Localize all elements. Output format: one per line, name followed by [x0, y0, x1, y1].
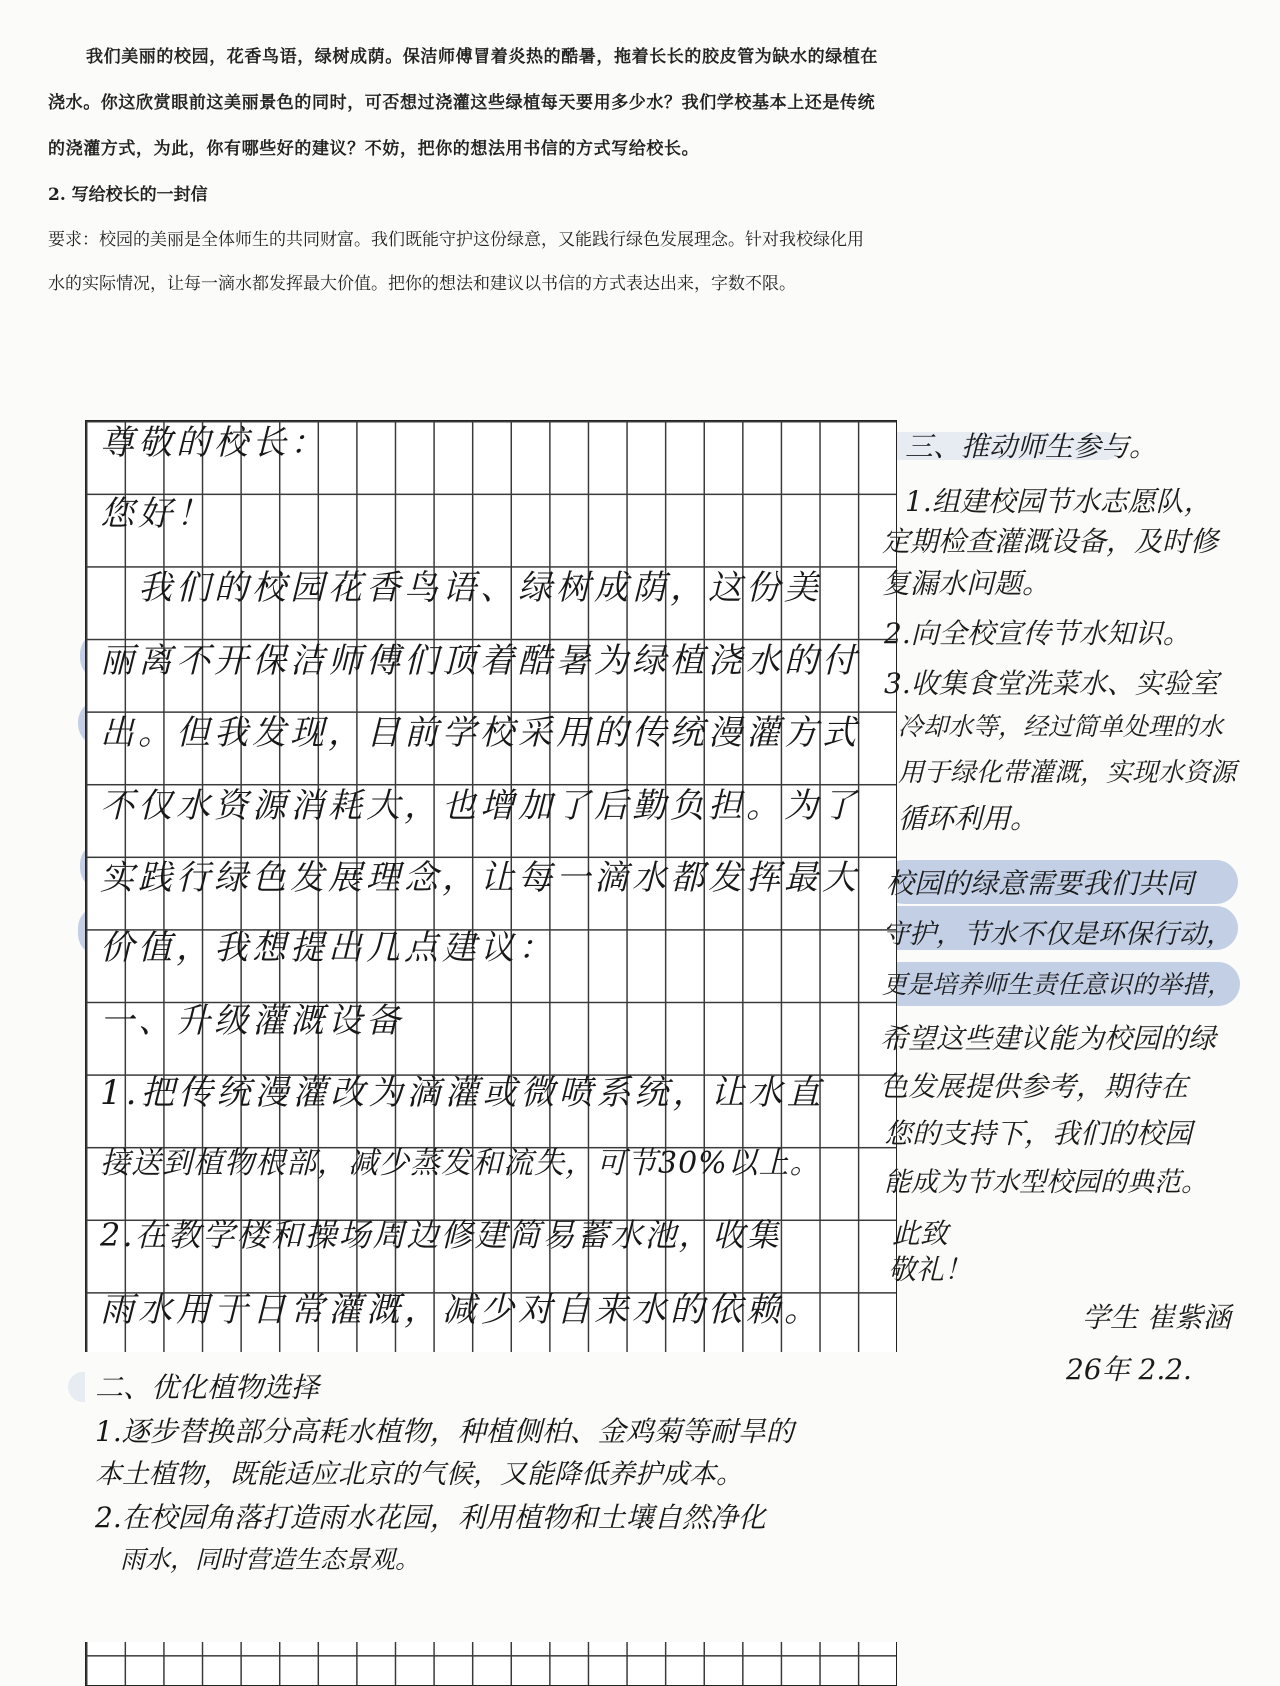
side-line: 能成为节水型校园的典范。 — [884, 1167, 1208, 1198]
grid-line: 不仅水资源消耗大，也增加了后勤负担。为了 — [100, 786, 860, 826]
grid-line: 您好！ — [100, 494, 214, 534]
grid-line: 丽离不开保洁师傅们顶着酷暑为绿植浇水的付 — [100, 641, 860, 681]
side-line: 色发展提供参考，期待在 — [880, 1070, 1189, 1103]
side-line: 希望这些建议能为校园的绿 — [880, 1022, 1217, 1055]
bottom-line: 本土植物，既能适应北京的气候，又能降低养护成本。 — [95, 1459, 743, 1490]
bottom-line: 雨水，同时营造生态景观。 — [120, 1545, 421, 1574]
side-line: 1.组建校园节水志愿队， — [905, 485, 1212, 518]
grid-line: 出。但我发现，目前学校采用的传统漫灌方式 — [100, 713, 860, 753]
grid-line: 接送到植物根部，减少蒸发和流失，可节30%以上。 — [100, 1146, 821, 1181]
requirement-paragraph: 要求：校园的美丽是全体师生的共同财富。我们既能守护这份绿意，又能践行绿色发展理念。针对我校绿化用水的实际情况，让每一滴水都发挥最大价值。把你的想法和建议以书信的方式表达出来，字数不限。 — [48, 230, 864, 294]
grid-line: 尊敬的校长： — [100, 423, 328, 463]
side-line: 守护，节水不仅是环保行动， — [882, 919, 1233, 950]
grid-line: 实践行绿色发展理念，让每一滴水都发挥最大 — [100, 858, 860, 898]
scenario-paragraph: 我们美丽的校园，花香鸟语，绿树成荫。保洁师傅冒着炎热的酷暑，拖着长长的胶皮管为缺水的绿植在浇水。你这欣赏眼前这美丽景色的同时，可否想过浇灌这些绿植每天要用多少水？我们学校基本上还是传统的浇灌方式，为此，你有哪些好的建议？不妨，把你的想法用书信的方式写给校长。 — [48, 47, 878, 159]
bottom-line: 1.逐步替换部分高耗水植物，种植侧柏、金鸡菊等耐旱的 — [95, 1415, 794, 1448]
side-line: 定期检查灌溉设备，及时修 — [882, 525, 1219, 558]
side-line: 3.收集食堂洗菜水、实验室 — [884, 667, 1219, 700]
side-line: 您的支持下，我们的校园 — [884, 1117, 1193, 1150]
signature-name: 学生 崔紫涵 — [1082, 1301, 1231, 1334]
side-line: 2.向全校宣传节水知识。 — [884, 617, 1191, 650]
task-title: 2. 写给校长的一封信 — [48, 185, 208, 205]
printed-prompt — [48, 34, 878, 306]
grid-line: 一、升级灌溉设备 — [100, 1001, 404, 1041]
side-line: 更是培养师生责任意识的举措， — [882, 970, 1233, 999]
side-line: 复漏水问题。 — [882, 567, 1051, 600]
side-line: 三、推动师生参与。 — [905, 430, 1158, 463]
bottom-line: 二、优化植物选择 — [95, 1371, 320, 1404]
side-line: 此致 — [892, 1217, 949, 1250]
side-line: 冷却水等，经过简单处理的水 — [898, 712, 1224, 741]
grid-line: 价值，我想提出几点建议： — [100, 928, 556, 968]
side-line: 循环利用。 — [898, 802, 1039, 835]
grid-line: 2.在教学楼和操场周边修建简易蓄水池，收集 — [100, 1216, 781, 1254]
grid-line: 雨水用于日常灌溉，减少对自来水的依赖。 — [100, 1290, 822, 1330]
side-line: 校园的绿意需要我们共同 — [886, 867, 1195, 900]
signature-date: 26年 2.2. — [1066, 1353, 1192, 1386]
grid-line: 1.把传统漫灌改为滴灌或微喷系统，让水直 — [100, 1073, 825, 1113]
bottom-line: 2.在校园角落打造雨水花园，利用植物和土壤自然净化 — [95, 1501, 766, 1534]
side-line: 敬礼！ — [888, 1253, 973, 1286]
grid-line: 我们的校园花香鸟语、绿树成荫，这份美 — [100, 568, 822, 608]
side-line: 用于绿化带灌溉，实现水资源 — [898, 758, 1237, 788]
